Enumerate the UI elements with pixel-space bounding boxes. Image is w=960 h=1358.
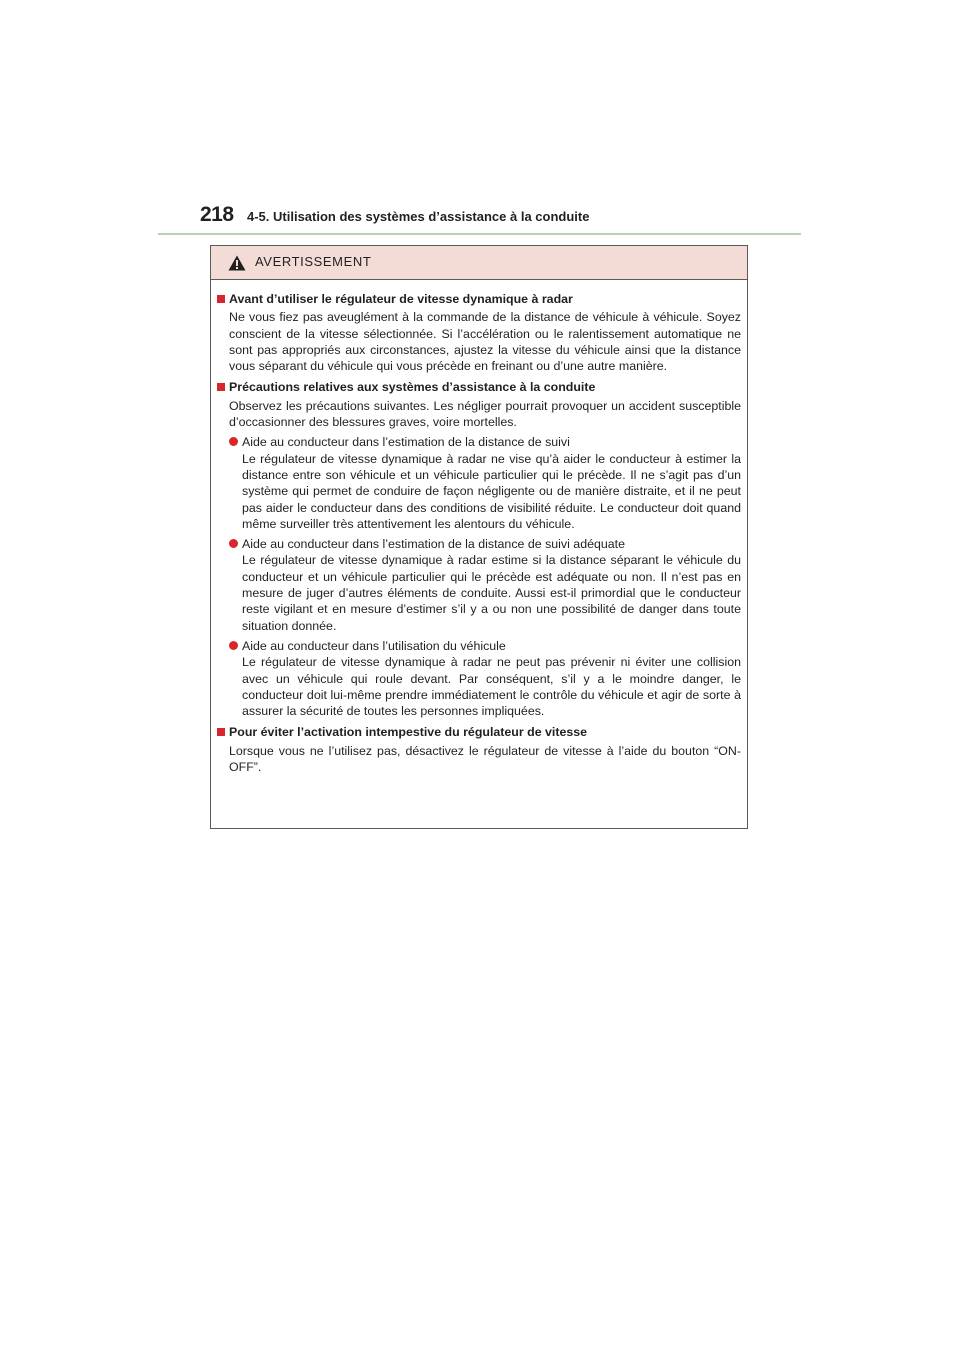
warning-box (210, 245, 748, 829)
page-number: 218 (200, 203, 234, 226)
circle-bullet-icon (229, 437, 238, 446)
section-heading (217, 291, 741, 307)
bullet-text: Le régulateur de vitesse dynamique à radar ne vise qu’à aider le conducteur à estimer la distance entre son véhicule et un véhicule particulier qui le précède. Il ne s’agit pas d’un système qui permet de conduire de façon négligente ou de manière distraite, et il ne peut pas aider le conducteur dans des conditions de visibilité réduite. Le conducteur doit quand même surveiller très attentivement les alentours du véhicule. (242, 451, 741, 531)
bullet-title: Aide au conducteur dans l’estimation de la distance de suivi (242, 435, 570, 450)
circle-bullet-icon (229, 641, 238, 650)
section-heading-text: Précautions relatives aux systèmes d’assistance à la conduite (229, 380, 596, 395)
bullet-text: Le régulateur de vitesse dynamique à radar estime si la distance séparant le véhicule du conducteur et un véhicule particulier qui le précède est adéquate ou non. Il n’est pas en mesure de juger d’autres éléments de conduite. Aussi est-il primordial que le conducteur reste vigilant et en mesure d’estimer s’il y a ou non une possibilité de danger dans toute situation donnée. (242, 553, 741, 633)
bullet-item (229, 536, 741, 634)
square-bullet-icon (217, 728, 225, 736)
warning-title: AVERTISSEMENT (255, 254, 372, 269)
bullet-text: Le régulateur de vitesse dynamique à radar ne peut pas prévenir ni éviter une collision avec un véhicule qui roule devant. Par conséquent, s’il y a le moindre danger, le conducteur doit lui-même prendre immédiatement le contrôle du véhicule et agir de sorte à assurer la sécurité de toutes les personnes impliquées. (242, 655, 741, 719)
section-paragraph: Observez les précautions suivantes. Les négliger pourrait provoquer un accident susceptible d’occasionner des blessures graves, voire mortelles. (229, 398, 741, 430)
section-heading (217, 724, 741, 740)
header-rule (158, 233, 801, 235)
warning-triangle-icon (228, 255, 246, 271)
warning-header (211, 246, 747, 280)
circle-bullet-icon (229, 539, 238, 548)
square-bullet-icon (217, 295, 225, 303)
bullet-item (229, 638, 741, 719)
warning-body (211, 280, 747, 775)
bullet-item (229, 434, 741, 532)
section-title: 4-5. Utilisation des systèmes d’assistance à la conduite (247, 209, 590, 224)
section-heading (217, 379, 741, 395)
section-heading-text: Pour éviter l’activation intempestive du régulateur de vitesse (229, 725, 588, 740)
section-paragraph: Lorsque vous ne l’utilisez pas, désactivez le régulateur de vitesse à l’aide du bouton “ON-OFF”. (229, 743, 741, 775)
section-paragraph: Ne vous fiez pas aveuglément à la commande de la distance de véhicule à véhicule. Soyez conscient de la vitesse sélectionnée. Si l’accélération ou le ralentissement automatique ne sont pas appropriés aux circonstances, ajustez la vitesse du véhicule ainsi que la distance vous séparant du véhicule qui vous précède en freinant ou d’une autre manière. (229, 310, 741, 374)
square-bullet-icon (217, 383, 225, 391)
section-heading-text: Avant d’utiliser le régulateur de vitesse dynamique à radar (229, 292, 573, 306)
bullet-title: Aide au conducteur dans l’utilisation du véhicule (242, 638, 506, 653)
bullet-title: Aide au conducteur dans l’estimation de la distance de suivi adéquate (242, 537, 625, 552)
